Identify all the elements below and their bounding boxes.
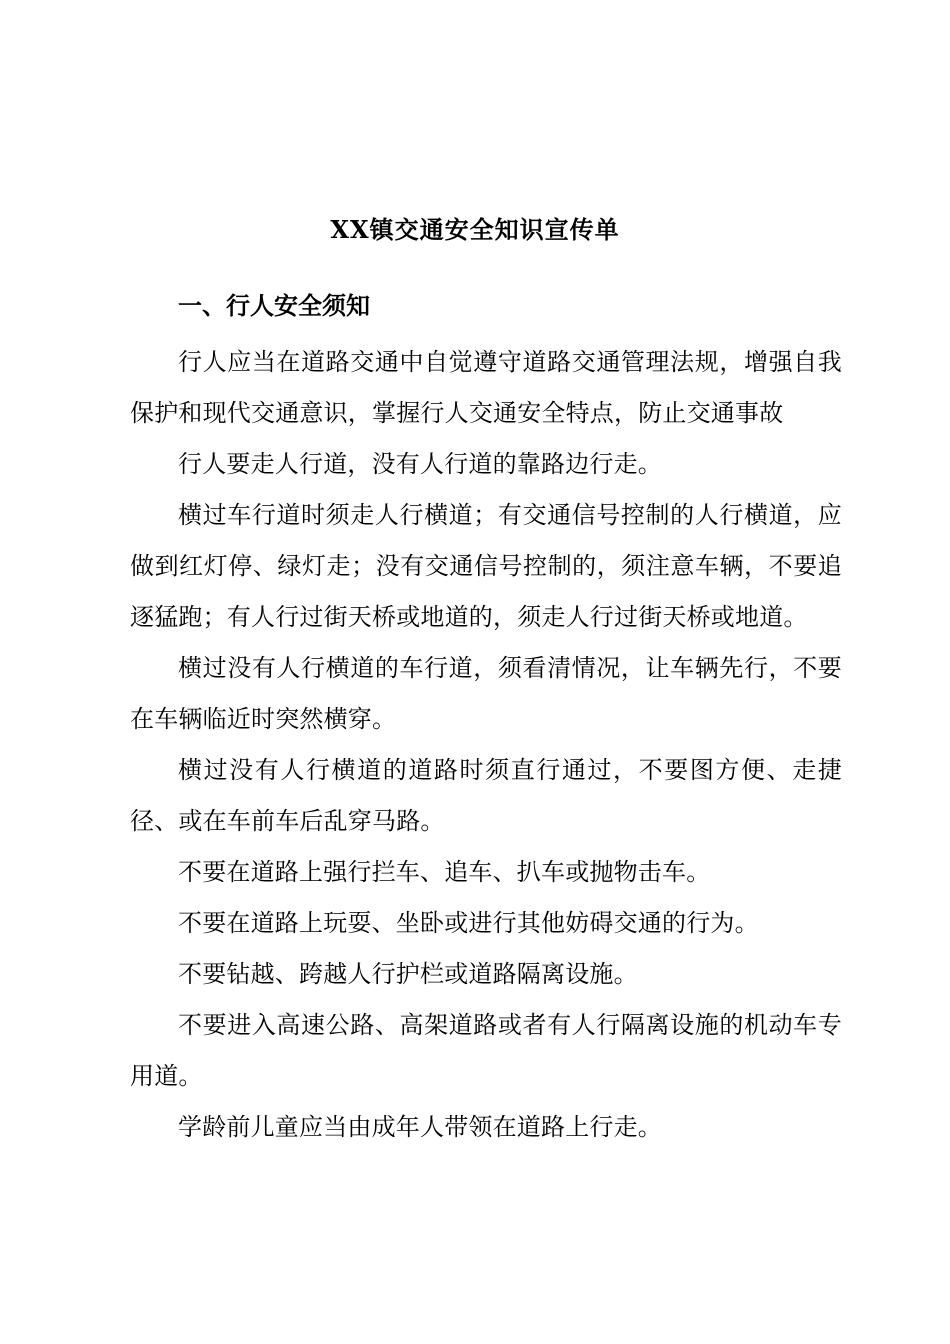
paragraph-1: 行人应当在道路交通中自觉遵守道路交通管理法规，增强自我保护和现代交通意识，掌握行人交通安全特点，防止交通事故 xyxy=(130,348,842,427)
paragraph-3: 横过车行道时须走人行横道；有交通信号控制的人行横道，应做到红灯停、绿灯走；没有交通信号控制的，须注意车辆，不要追逐猛跑；有人行过街天桥或地道的，须走人行过街天桥或地道。 xyxy=(130,501,842,631)
document-body xyxy=(130,286,842,1153)
paragraph-5: 横过没有人行横道的道路时须直行通过，不要图方便、走捷径、或在车前车后乱穿马路。 xyxy=(130,756,842,835)
paragraph-7: 不要在道路上玩耍、坐卧或进行其他妨碍交通的行为。 xyxy=(178,909,759,937)
paragraph-6: 不要在道路上强行拦车、追车、扒车或抛物击车。 xyxy=(178,858,711,886)
document-title: XX镇交通安全知识宣传单 xyxy=(330,215,620,244)
paragraph-9: 不要进入高速公路、高架道路或者有人行隔离设施的机动车专用道。 xyxy=(130,1011,842,1090)
paragraph-4: 横过没有人行横道的车行道，须看清情况，让车辆先行，不要在车辆临近时突然横穿。 xyxy=(130,654,842,733)
section-heading: 一、行人安全须知 xyxy=(178,291,370,320)
paragraph-2: 行人要走人行道，没有人行道的靠路边行走。 xyxy=(178,450,662,478)
paragraph-10: 学龄前儿童应当由成年人带领在道路上行走。 xyxy=(178,1113,662,1141)
paragraph-8: 不要钻越、跨越人行护栏或道路隔离设施。 xyxy=(178,960,638,988)
